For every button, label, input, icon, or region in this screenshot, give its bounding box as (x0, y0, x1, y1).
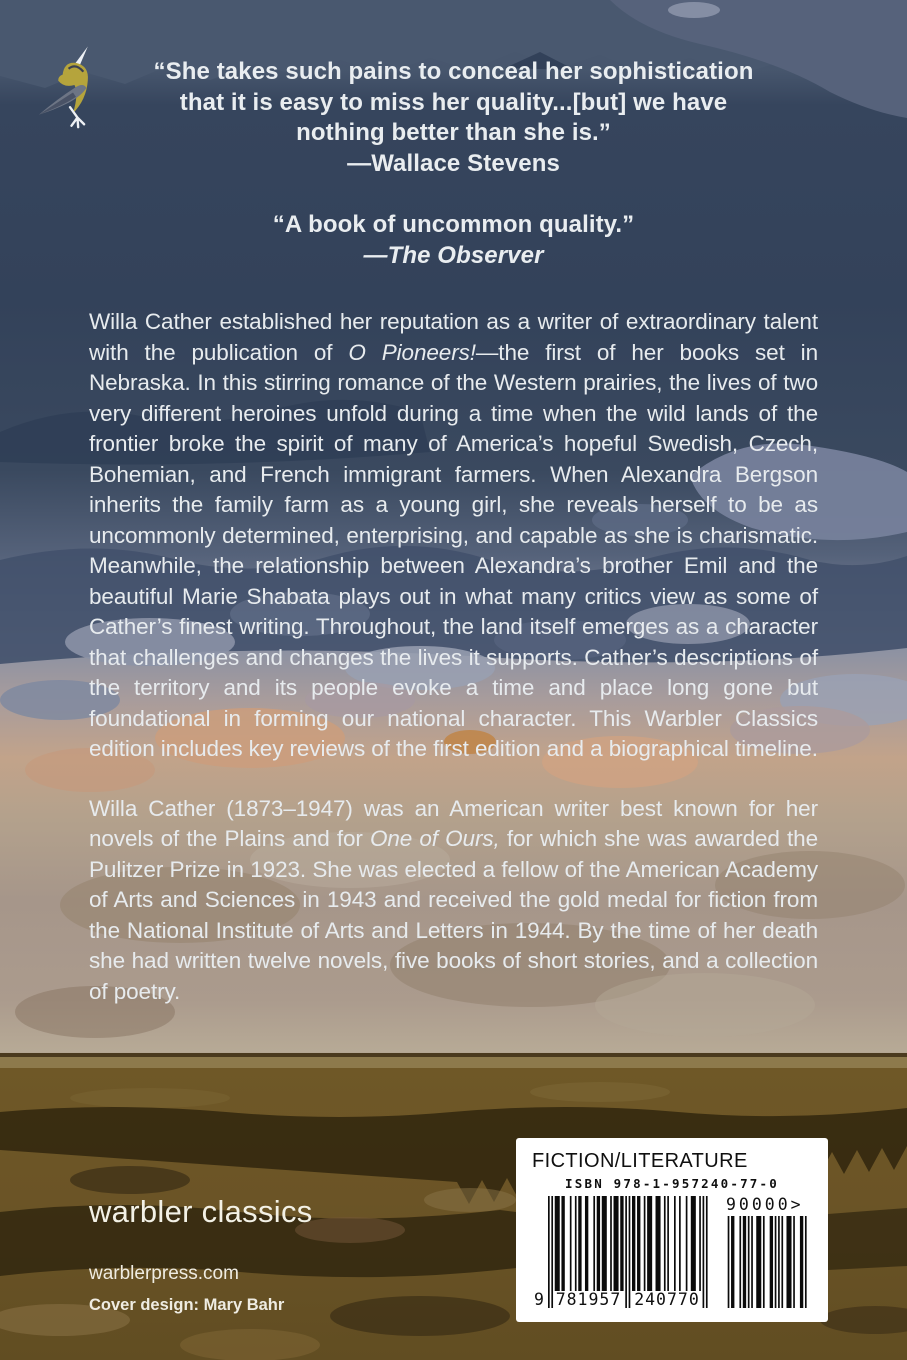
book-title-italic: One of Ours, (369, 826, 500, 851)
barcode-panel (516, 1138, 828, 1322)
cover-copy (89, 0, 818, 1007)
quote-line: nothing better than she is.” (296, 119, 611, 146)
description-text: Willa Cather established her reputation as a writer of extraordinary talent with the publication of (89, 309, 818, 365)
digit-group: 781957 (555, 1290, 622, 1309)
ean13-barcode (534, 1196, 708, 1313)
quote-line: “A book of uncommon quality.” (272, 211, 635, 238)
website-url: warblerpress.com (89, 1263, 239, 1284)
bio-text: for which she was awarded the Pulitzer Prize in 1923. She was elected a fellow of the American Academy of Arts and Sciences in 1943 and received the gold medal for fiction from the National Institute of Arts and Letters in 1944. By the time of her death she had written twelve novels, five books of short stories, and a collection of poetry. (89, 826, 818, 1004)
quote-line: that it is easy to miss her quality...[but] we have (179, 88, 728, 116)
book-title-italic: O Pioneers! (348, 339, 476, 365)
description-text: —the first of her books set in Nebraska. In this stirring romance of the Western prairies, the lives of two very different heroines unfold during a time when the wild lands of the frontier broke the spirit of many of America’s hopeful Swedish, Czech, Bohemian, and French immigrant farmers. When Alexandra Bergson inherits the family farm as a young girl, she reveals herself to be as uncommonly determined, enterprising, and capable as she is charismatic. Meanwhile, the relationship between Alexandra’s brother Emil and the beautiful Marie Shabata plays out in what many critics view as some of Cather’s finest writing. Throughout, the land itself emerges as a character that challenges and changes the lives it supports. Cather’s descriptions of the territory and its people evoke a time and place long gone but foundational in forming our national character. This Warbler Classics edition includes key reviews of the first edition and a biographical timeline. (89, 339, 818, 761)
digit-group: 9 (534, 1290, 545, 1309)
imprint-name: warbler classics (89, 1194, 313, 1229)
isbn-label: ISBN 978-1-957240-77-0 (565, 1176, 779, 1191)
price-code: 90000> (726, 1195, 804, 1214)
digit-group: 240770 (632, 1291, 702, 1308)
review-quote-2 (89, 210, 818, 271)
genre-label: FICTION/LITERATURE (532, 1150, 748, 1172)
quote-line: “She takes such pains to conceal her sophistication (153, 58, 754, 85)
cover-credit: Cover design: Mary Bahr (89, 1296, 285, 1314)
quote-attribution: —The Observer (363, 241, 544, 269)
book-description (89, 307, 818, 765)
bird-icon (36, 42, 110, 134)
warbler-logo (36, 42, 110, 134)
supplement-barcode (726, 1196, 808, 1313)
review-quote-1 (89, 57, 818, 179)
quote-attribution: —Wallace Stevens (347, 149, 560, 177)
author-bio (89, 794, 818, 1008)
barcode-digits (534, 1291, 702, 1308)
bio-text: Willa Cather (1873–1947) was an American writer best known for her novels of the Plains and for (89, 795, 818, 851)
barcode-row (534, 1196, 812, 1313)
